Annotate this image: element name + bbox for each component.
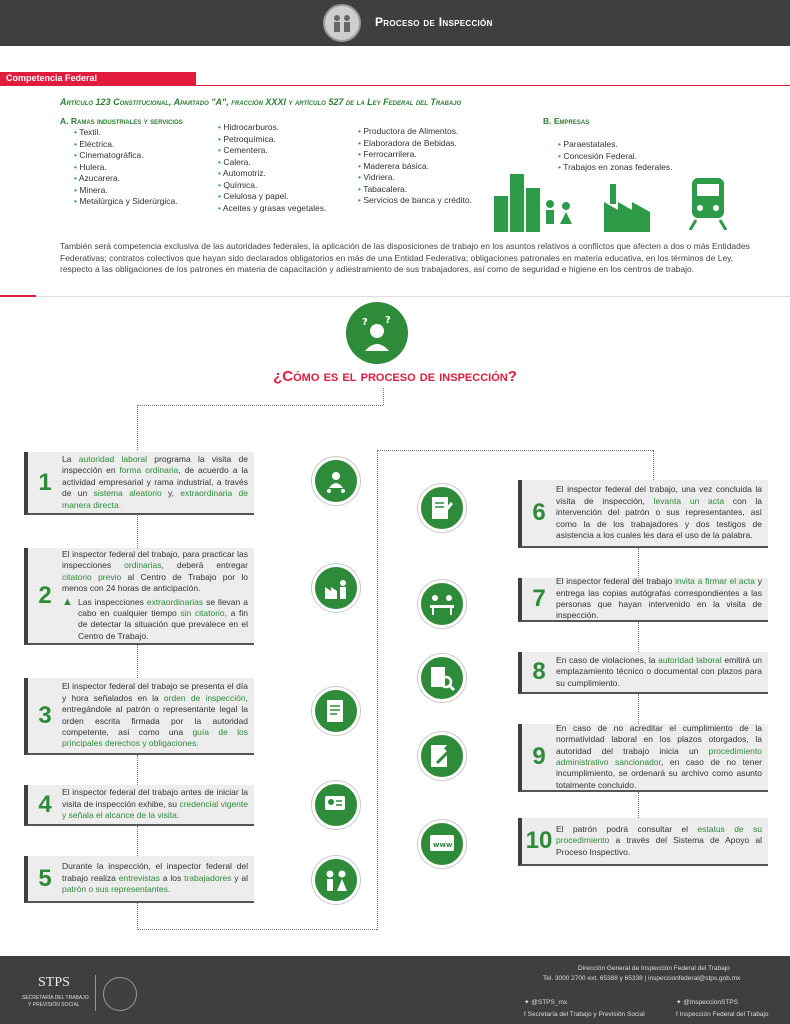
step-text-segment: trabajadores (184, 872, 232, 883)
warning-icon: ▲ (62, 595, 73, 608)
step-text (556, 651, 768, 693)
list-item: • Paraestatales. (558, 139, 673, 151)
list-item: • Productora de Alimentos. (358, 126, 472, 138)
step-text (62, 677, 254, 753)
stps-logo-line2: Y PREVISIÓN SOCIAL (28, 1002, 80, 1008)
ramas-list-2 (218, 122, 326, 214)
step-text-segment: En caso de no acreditar el cumplimiento de la normatividad laboral en los plazos otorgados, la autoridad del trabajo inicia un (556, 722, 762, 756)
list-item: • Calera. (218, 157, 326, 169)
svg-text:?: ? (385, 315, 391, 326)
order-document-icon (312, 687, 360, 735)
step-text-segment: ordinarias (124, 560, 162, 571)
step-text-segment: autoridad laboral (78, 453, 148, 464)
step-card-2 (24, 548, 254, 645)
list-item: • Trabajos en zonas federales. (558, 162, 673, 174)
step-text-segment: programa la visita de inspección en (62, 453, 248, 476)
step-text-segment: El patrón podrá consultar el (556, 823, 698, 834)
facebook-icon: f (524, 1011, 528, 1018)
step-number: 6 (532, 499, 546, 526)
step-text (62, 450, 254, 515)
step-card-3 (24, 678, 254, 755)
step-text-segment: sin citatorio (180, 607, 225, 618)
step-text (556, 572, 768, 626)
step-text-segment: a los (159, 872, 185, 883)
step-text (62, 783, 254, 825)
facebook-icon: f (676, 1011, 680, 1018)
stps-logo: STPS (38, 975, 70, 990)
credential-icon (312, 781, 360, 829)
divider (95, 975, 96, 1011)
ramas-label: A. Ramas industriales y servicios (60, 116, 183, 126)
section-label: Competencia Federal (6, 73, 98, 83)
section-label-bar (0, 72, 196, 86)
list-item: • Elaboradora de Bebidas. (358, 138, 472, 150)
step-text-segment: , a fin de detectar la situación que prevalece en el Centro de Trabajo. (78, 607, 248, 641)
step-text-segment: y, (161, 488, 181, 499)
list-item: • Ferrocarrilera. (358, 149, 472, 161)
warning-note (62, 597, 248, 643)
gavel-icon (418, 732, 466, 780)
buildings-people-icon (492, 170, 582, 232)
ramas-list-3 (358, 126, 472, 207)
authority-icon (312, 457, 360, 505)
www-icon (418, 820, 466, 868)
list-item: • Tabacalera. (358, 184, 472, 196)
process-title: ¿Cómo es el proceso de inspección? (273, 368, 517, 385)
step-text-segment: El inspector federal del trabajo antes de iniciar la visita de inspección exhibe, su (62, 787, 248, 809)
list-item: • Cementera. (218, 145, 326, 157)
step-number: 4 (38, 790, 52, 818)
factory-people-icon (312, 564, 360, 612)
step-text-segment: emitirá un emplazamiento técnico o documental con plazos para su cumplimiento. (556, 654, 762, 688)
step-number: 7 (532, 585, 546, 612)
page-title: Proceso de Inspección (375, 15, 493, 29)
ramas-list-1 (74, 127, 178, 208)
step-text-segment: El inspector federal del trabajo, una vez concluida la visita de inspección, (556, 484, 762, 506)
step-text-segment: estatus de su procedimiento (556, 823, 763, 846)
step-text-segment: procedimiento administrativo sancionador (556, 745, 762, 767)
stps-logo-line1: SECRETARÍA DEL TRABAJO (22, 995, 89, 1001)
list-item: • Petroquímica. (218, 134, 326, 146)
step-text-segment: citatorio previo (62, 571, 122, 582)
step-number: 2 (38, 581, 52, 609)
footer-org: Dirección General de Inspección Federal del Trabajo (578, 965, 730, 972)
list-item: • Automotriz. (218, 168, 326, 180)
inspector-question-icon (346, 302, 408, 364)
factory-icon (602, 178, 652, 232)
step-card-8 (518, 652, 768, 694)
twitter-link-2[interactable]: ✦ @InspeccionSTPS (676, 999, 738, 1006)
step-text-segment: al Centro de Trabajo por lo menos con 24 horas de anticipación. (62, 571, 248, 594)
step-text-segment: El inspector federal del trabajo (556, 576, 676, 587)
article-heading: Artículo 123 Constitucional, Apartado "A", fracción XXXI y artículo 527 de la Ley Federal del Trabajo (60, 97, 462, 107)
step-number: 3 (38, 701, 52, 729)
step-text-segment: Las inspecciones (78, 596, 147, 607)
step-text-segment: , de acuerdo a la actividad empresarial y rama industrial, a través de un (62, 465, 248, 499)
train-icon (688, 176, 728, 230)
list-item: • Concesión Federal. (558, 151, 673, 163)
step-number: 9 (532, 743, 546, 770)
step-text-segment: sistema aleatorio (93, 488, 162, 499)
divider (196, 85, 790, 86)
list-item: • Aceites y grasas vegetales. (218, 203, 326, 215)
list-item: • Hulera. (74, 162, 178, 174)
step-card-1 (24, 452, 254, 515)
step-text-segment: entrevistas (118, 872, 160, 883)
step-text (556, 719, 768, 795)
svg-text:?: ? (362, 317, 368, 328)
step-text-segment: La (62, 453, 79, 464)
list-item: • Vidriera. (358, 172, 472, 184)
step-text-segment: El inspector federal del trabajo se presenta el día y hora señalados en la (62, 681, 248, 703)
step-text-segment: se llevan a cabo en cualquier tiempo (78, 596, 248, 618)
step-text-segment: forma ordinaria (119, 465, 179, 476)
twitter-link-1[interactable]: ✦ @STPS_mx (524, 999, 568, 1006)
footer-contact: Tel. 3000 2700 ext. 65388 y 65338 | inspeccionfederal@stps.gob.mx (543, 975, 741, 982)
step-text-segment: orden de inspección (163, 692, 246, 703)
svg-text:www: www (433, 841, 453, 849)
list-item: • Cinematográfica. (74, 150, 178, 162)
step-card-5 (24, 856, 254, 903)
twitter-icon: ✦ (524, 999, 532, 1006)
list-item: • Eléctrica. (74, 139, 178, 151)
step-text-segment: invita a firmar el acta (675, 576, 755, 587)
empresas-list (558, 139, 673, 174)
list-item: • Azucarera. (74, 173, 178, 185)
step-text-segment: levanta un acta (653, 495, 725, 506)
step-text-segment: credencial vigente y señala el alcance de la visita. (62, 798, 249, 821)
step-card-7 (518, 578, 768, 622)
list-item: • Maderera básica. (358, 161, 472, 173)
step-number: 8 (532, 658, 546, 685)
list-item: • Minera. (74, 185, 178, 197)
family-logo-icon (323, 4, 361, 42)
list-item: • Celulosa y papel. (218, 191, 326, 203)
step-text-segment: autoridad laboral (658, 654, 722, 665)
list-item: • Textil. (74, 127, 178, 139)
step-text-segment: En caso de violaciones, la (556, 654, 659, 665)
step-text-segment: con la intervención del patrón o sus representantes, así como la de los trabajadores y dos testigos de asistencia a los cuales les dara el uso de la palabra. (556, 495, 763, 541)
step-text-segment: y entrega las copias autógrafas correspondientes a las personas que hayan intervenido en la visita de inspección. (556, 576, 762, 621)
step-text (556, 480, 768, 545)
step-text-segment: a través del Sistema de Apoyo al Proceso Inspectivo. (556, 835, 762, 857)
step-text (556, 820, 768, 862)
step-number: 10 (525, 827, 553, 854)
signed-document-icon (418, 484, 466, 532)
step-card-4 (24, 785, 254, 826)
step-text (62, 857, 254, 899)
divider-accent (0, 295, 36, 297)
empresas-label: B. Empresas (543, 116, 590, 126)
divider (36, 296, 790, 297)
list-item: • Hidrocarburos. (218, 122, 326, 134)
step-text-segment: guía de los principales derechos y obligaciones. (62, 726, 248, 749)
competencia-description: También será competencia exclusiva de las autoridades federales, la aplicación de las disposiciones de trabajo en los asuntos relativos a conflictos que afecten a dos o más Entidades Federativas; contratos colectivos que hayan sido declarados obligatorios en más de una Entidad Federativa; obligaciones patronales en materia educativa, en los términos de Ley, respecto a las obligaciones de los patrones en materia de capacitación y adiestramiento de sus trabajadores, así como de seguridad e higiene en los centros de trabajo. (60, 241, 750, 274)
step-text-segment: y al (231, 872, 248, 883)
step-card-6 (518, 480, 768, 548)
twitter-icon: ✦ (676, 999, 684, 1006)
step-number: 1 (38, 468, 52, 496)
step-text-segment: El inspector federal del trabajo, para practicar las inspecciones (62, 548, 248, 571)
search-document-icon (418, 654, 466, 702)
list-item: • Metalúrgica y Siderúrgica. (74, 196, 178, 208)
step-text-segment: extraordinarias (146, 596, 204, 607)
facebook-link-2[interactable]: f Inspección Federal del Trabajo (676, 1011, 769, 1018)
list-item: • Servicios de banca y crédito. (358, 195, 472, 207)
step-number: 5 (38, 864, 52, 892)
step-text-segment: extraordinaria de manera directa. (62, 488, 248, 510)
step-text (62, 545, 254, 646)
step-text-segment: Durante la inspección, el inspector federal del trabajo realiza (62, 861, 248, 883)
step-card-9 (518, 724, 768, 792)
seal-icon (103, 977, 137, 1011)
list-item: • Química. (218, 180, 326, 192)
step-text-segment: , en caso de no tener incumplimiento, se ordenará su archivo como asunto totalmente concluido. (556, 757, 762, 790)
interview-icon (312, 856, 360, 904)
signing-meeting-icon (418, 580, 466, 628)
step-text-segment: , entregándole al patrón o representante legal la orden escrita firmada por la autoridad competente, así como una (62, 692, 248, 737)
step-text-segment: , deberá entregar (161, 560, 248, 571)
step-text-segment: patrón o sus representantes. (62, 884, 171, 895)
facebook-link-1[interactable]: f Secretaría del Trabajo y Previsión Social (524, 1011, 645, 1018)
step-card-10 (518, 818, 768, 866)
